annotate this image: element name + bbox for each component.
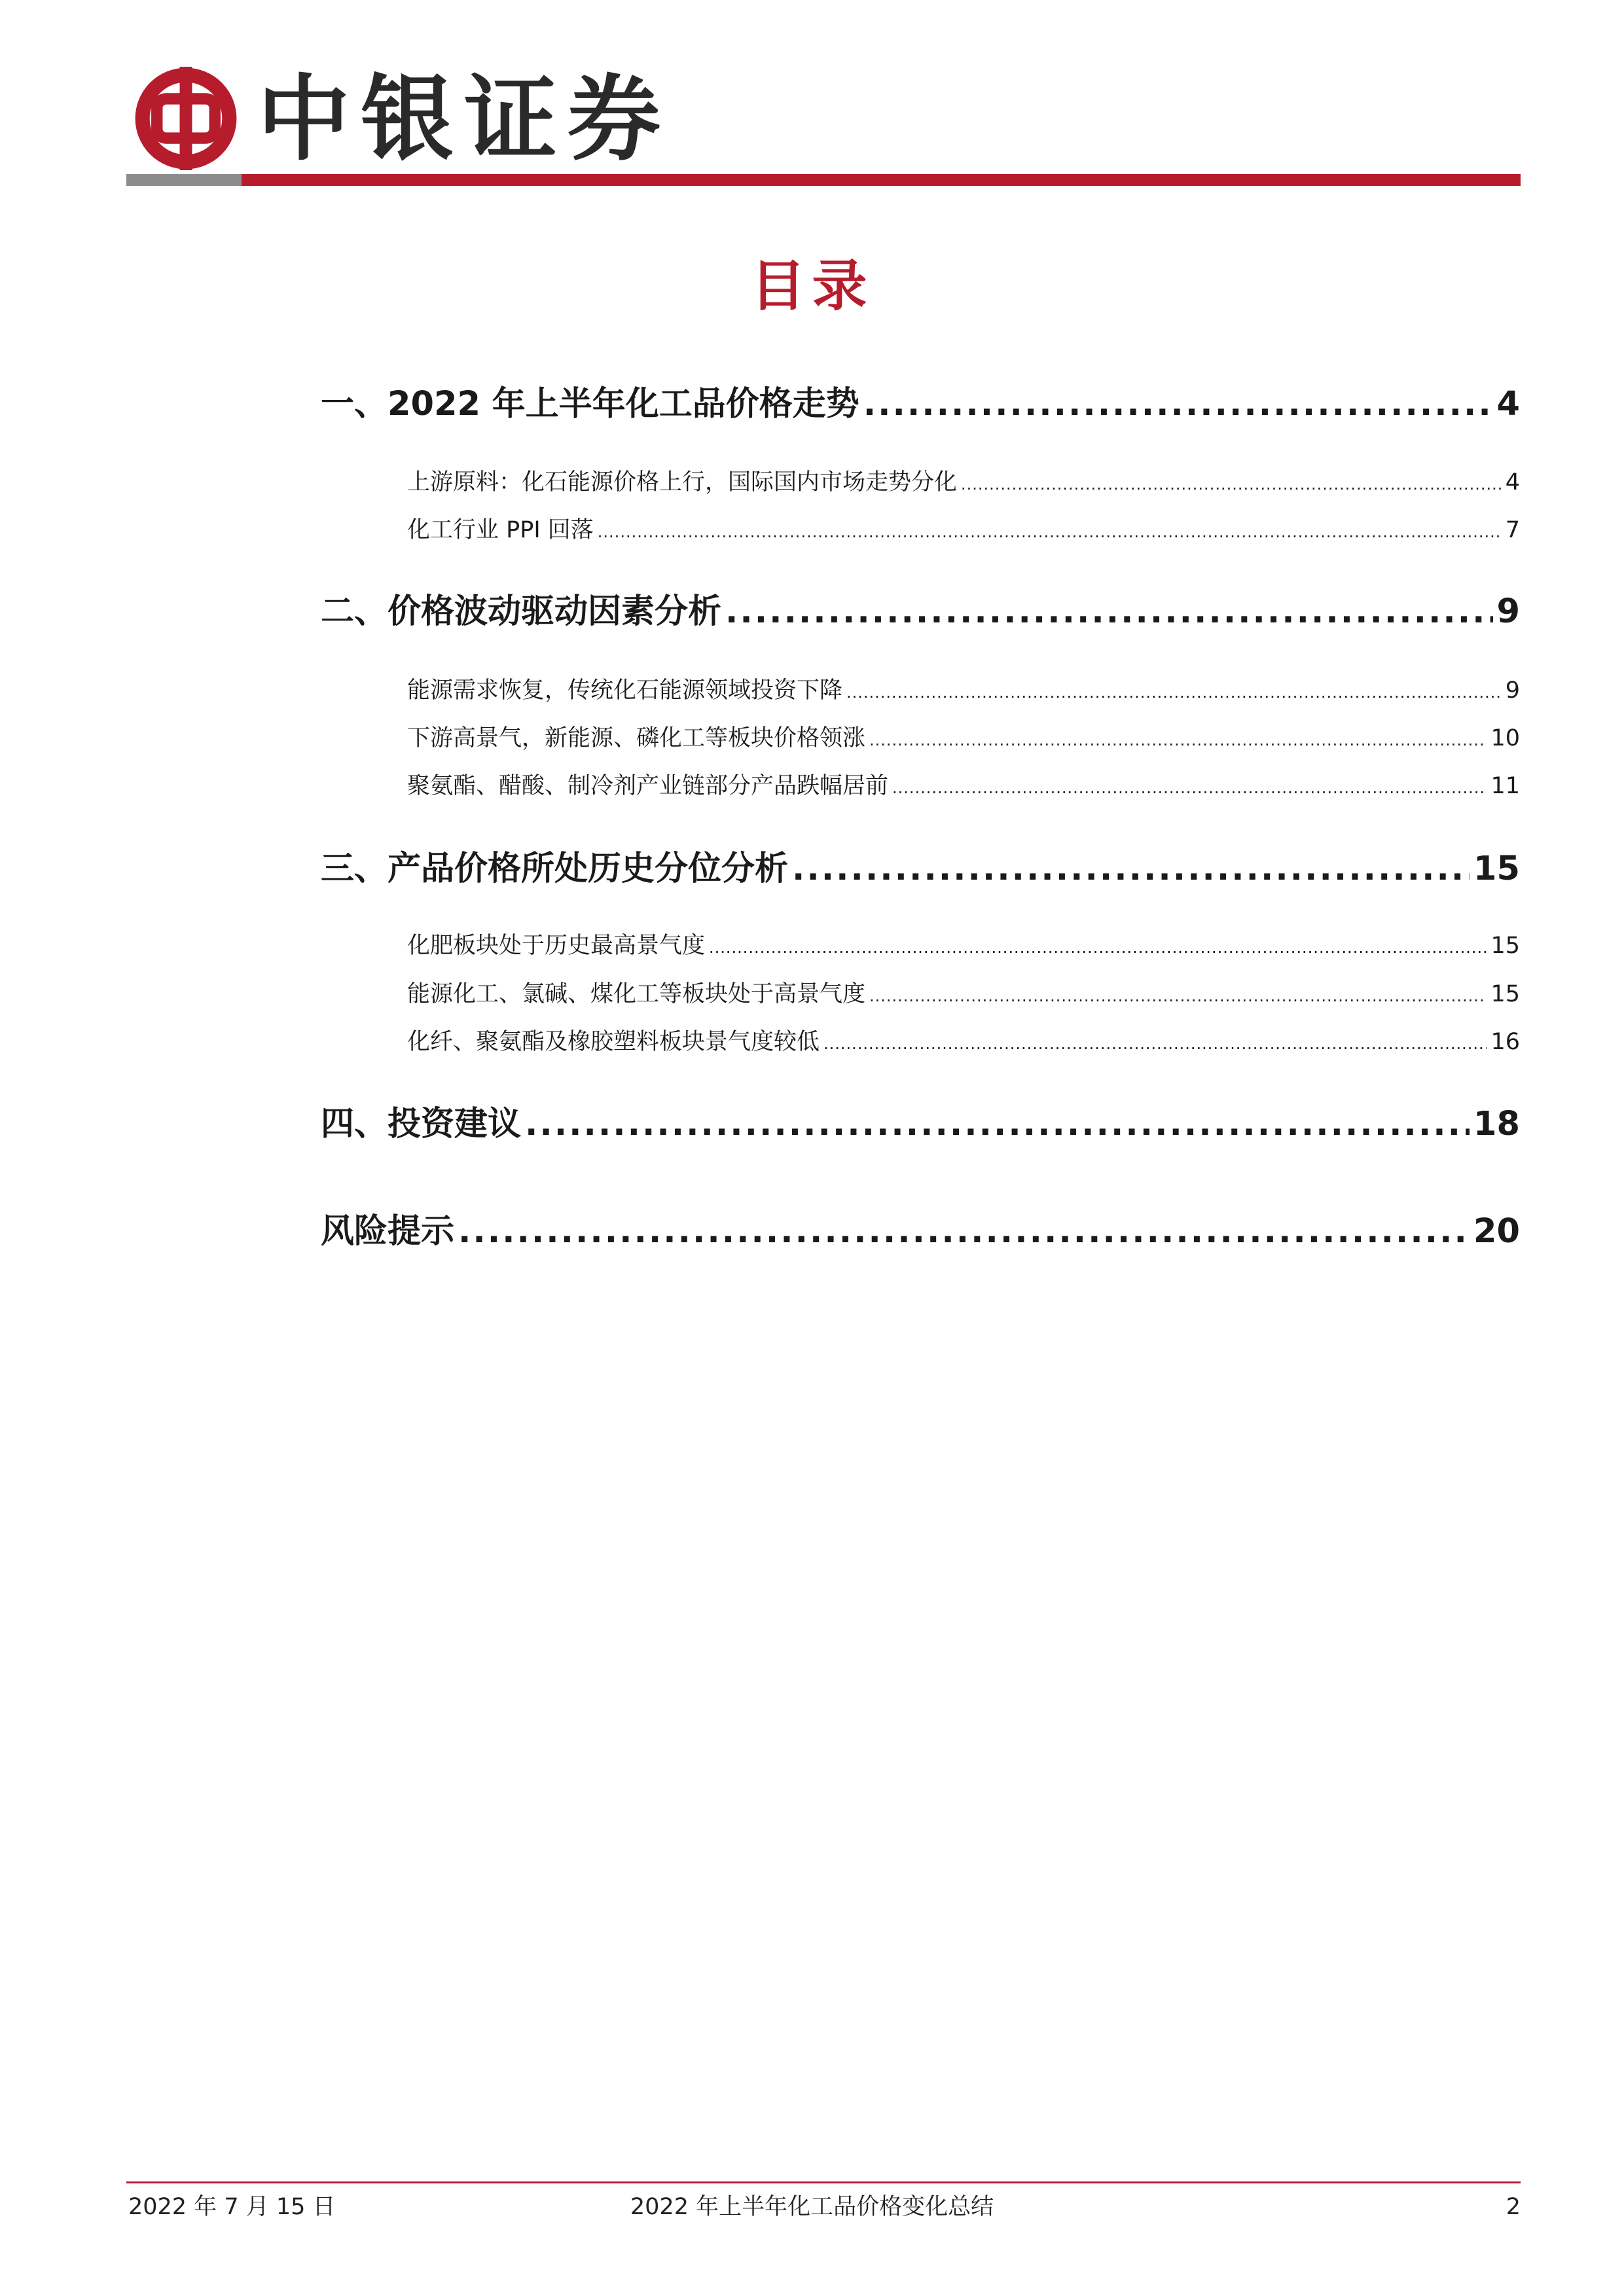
toc-entry-1[interactable] bbox=[321, 382, 1520, 427]
toc-subentry[interactable] bbox=[407, 1026, 1520, 1060]
dot-leader bbox=[823, 1028, 1487, 1060]
header-bar-gray bbox=[126, 174, 242, 186]
toc-entry-text: 化肥板块处于历史最高景气度 bbox=[407, 933, 706, 959]
toc-entry-text: 三、产品价格所处历史分位分析 bbox=[321, 850, 789, 888]
toc-page-number: 20 bbox=[1473, 1212, 1520, 1251]
toc-page-number: 15 bbox=[1490, 981, 1520, 1007]
dot-leader bbox=[846, 676, 1502, 709]
footer-date: 2022 年 7 月 15 日 bbox=[128, 2194, 336, 2220]
toc-page-number: 10 bbox=[1490, 725, 1520, 751]
dot-leader bbox=[458, 1209, 1470, 1255]
toc-entry-text: 下游高景气，新能源、磷化工等板块价格领涨 bbox=[407, 725, 866, 751]
toc-subentry[interactable] bbox=[407, 466, 1520, 501]
dot-leader bbox=[792, 846, 1470, 892]
toc-entry-text: 风险提示 bbox=[321, 1212, 455, 1251]
toc-entry-text: 能源化工、氯碱、煤化工等板块处于高景气度 bbox=[407, 981, 866, 1007]
toc-entry-text: 聚氨酯、醋酸、制冷剂产业链部分产品跌幅居前 bbox=[407, 773, 889, 799]
bank-logo-icon bbox=[134, 67, 238, 170]
dot-leader bbox=[525, 1102, 1470, 1147]
toc-page-number: 4 bbox=[1505, 469, 1520, 495]
toc-entry-4[interactable] bbox=[321, 1102, 1520, 1147]
toc-page-number: 7 bbox=[1505, 517, 1520, 543]
header-bar-red bbox=[242, 174, 1521, 186]
dot-leader bbox=[598, 516, 1502, 548]
toc-title: 目录 bbox=[750, 254, 874, 318]
dot-leader bbox=[869, 980, 1487, 1013]
dot-leader bbox=[892, 772, 1487, 804]
toc-entry-text: 四、投资建议 bbox=[321, 1105, 522, 1143]
toc-entry-text: 一、2022 年上半年化工品价格走势 bbox=[321, 385, 859, 423]
toc-page-number: 15 bbox=[1473, 850, 1520, 888]
dot-leader bbox=[863, 382, 1493, 427]
toc-page-number: 9 bbox=[1496, 592, 1520, 631]
toc-subentry[interactable] bbox=[407, 514, 1520, 548]
toc-subentry[interactable] bbox=[407, 674, 1520, 709]
toc-entry-text: 上游原料：化石能源价格上行，国际国内市场走势分化 bbox=[407, 469, 958, 495]
toc-entry-3[interactable] bbox=[321, 846, 1520, 892]
toc-subentry[interactable] bbox=[407, 722, 1520, 757]
toc-subentry[interactable] bbox=[407, 978, 1520, 1013]
toc-page-number: 16 bbox=[1490, 1029, 1520, 1055]
toc-subentry[interactable] bbox=[407, 929, 1520, 964]
toc-page-number: 18 bbox=[1473, 1105, 1520, 1143]
toc-entry-2[interactable] bbox=[321, 589, 1520, 635]
toc-page-number: 11 bbox=[1490, 773, 1520, 799]
dot-leader bbox=[725, 589, 1492, 635]
footer-title: 2022 年上半年化工品价格变化总结 bbox=[630, 2194, 994, 2220]
toc-entry-text: 化纤、聚氨酯及橡胶塑料板块景气度较低 bbox=[407, 1029, 820, 1055]
brand-name: 中银证券 bbox=[257, 65, 671, 173]
toc-subentry[interactable] bbox=[407, 770, 1520, 804]
toc-entry-text: 二、价格波动驱动因素分析 bbox=[321, 592, 722, 631]
footer-page-number: 2 bbox=[1506, 2194, 1521, 2220]
dot-leader bbox=[869, 724, 1487, 757]
toc-page-number: 4 bbox=[1496, 385, 1520, 423]
toc-page-number: 9 bbox=[1505, 677, 1520, 704]
toc-entry-text: 化工行业 PPI 回落 bbox=[407, 517, 594, 543]
footer-divider bbox=[126, 2181, 1521, 2183]
toc-page-number: 15 bbox=[1490, 933, 1520, 959]
dot-leader bbox=[709, 931, 1487, 964]
dot-leader bbox=[961, 468, 1502, 501]
toc-entry-5[interactable] bbox=[321, 1209, 1520, 1255]
toc-entry-text: 能源需求恢复，传统化石能源领域投资下降 bbox=[407, 677, 843, 704]
